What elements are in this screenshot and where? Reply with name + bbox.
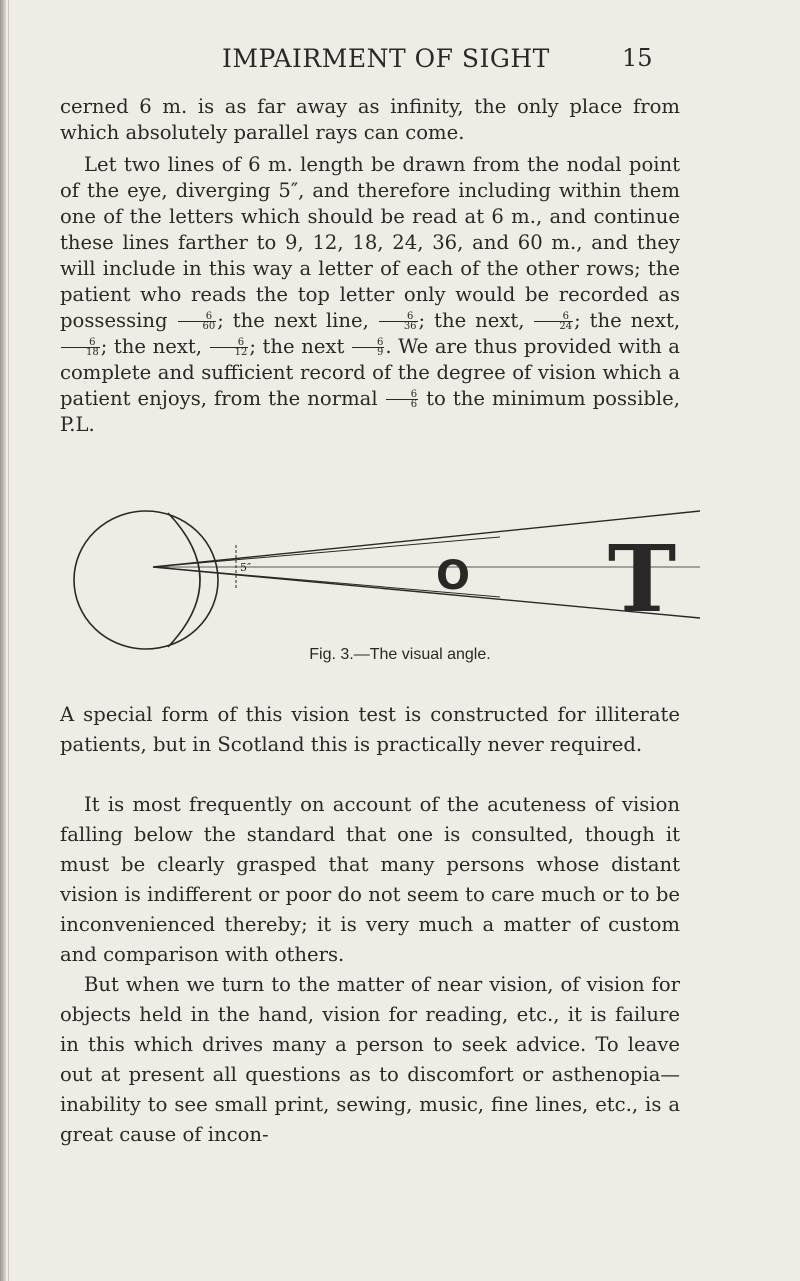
page-edge-shadow	[0, 0, 6, 1281]
text-line: care much or to be inconvenienced thereby; it is very	[60, 883, 680, 936]
letter-o-small: O	[435, 553, 471, 599]
paragraph-4	[60, 790, 680, 970]
paragraph-1	[60, 94, 680, 146]
text-line: enjoys, from the normal	[137, 387, 378, 410]
angle-label: 5″	[240, 561, 252, 574]
text-line: 6 m., and continue these lines farther to 9, 12, 18, 24,	[60, 205, 680, 254]
fraction-denominator: 12	[234, 347, 248, 358]
text-line: illiterate patients, but in Scotland this is practically	[60, 703, 680, 756]
text-line: though it must be clearly grasped that many persons	[60, 823, 680, 876]
paragraph-2	[60, 152, 680, 438]
text-line: But when we turn to the matter of near vision, of	[84, 973, 580, 996]
text-line: ; the next,	[418, 309, 525, 332]
fraction-numerator: 6	[379, 312, 418, 322]
text-line: 36, and 60 m., and they will include in this way a letter	[60, 231, 680, 280]
text-line: sufficient record of the degree of vision which a patient	[60, 361, 681, 410]
text-line: to the minimum possible, P.L.	[60, 387, 680, 436]
fraction-six-sixths	[386, 390, 418, 409]
fraction-numerator: 6	[210, 338, 249, 348]
text-line: ; the	[217, 309, 265, 332]
text-line: within them one of the letters which should be read at	[60, 179, 680, 228]
page-edge-line	[8, 0, 9, 1281]
cornea-arc	[168, 513, 200, 647]
text-line: cerned 6 m. is as far away as infinity, the only place from	[60, 95, 680, 118]
fraction-six-eighteenths	[61, 338, 100, 357]
text-line: which absolutely parallel rays can come.	[60, 121, 465, 144]
fraction-denominator: 9	[376, 347, 384, 358]
text-line: ; the next,	[574, 309, 681, 332]
page-number: 15	[622, 44, 653, 72]
fraction-numerator: 6	[386, 390, 418, 400]
text-line: whose distant vision is indifferent or poor do not seem to	[60, 853, 681, 906]
paragraph-3	[60, 700, 680, 760]
text-line: . We are thus provided with a complete and	[60, 335, 680, 384]
fraction-numerator: 6	[534, 312, 573, 322]
text-line: ;	[249, 335, 256, 358]
text-line: etc., it is failure in this which drives many a person to	[60, 1003, 680, 1056]
eyeball-outline	[74, 511, 218, 649]
visual-angle-diagram	[60, 505, 700, 655]
fraction-six-sixtieths	[178, 312, 217, 331]
fraction-numerator: 6	[178, 312, 217, 322]
text-line: A special form of this vision test is constructed for	[60, 703, 586, 726]
text-line: ; the next,	[100, 335, 202, 358]
text-line: Let two lines of 6 m. length be drawn from the nodal	[84, 153, 622, 176]
visual-angle-figure	[60, 505, 700, 655]
text-line: next line,	[273, 309, 369, 332]
text-line: vision for objects held in the hand, vision for reading,	[60, 973, 680, 1026]
fraction-numerator: 6	[61, 338, 100, 348]
text-line: sewing, music, fine lines, etc., is a great cause of incon-	[60, 1093, 680, 1146]
fraction-six-thirty-sixths	[379, 312, 418, 331]
fraction-six-twenty-fourths	[534, 312, 573, 331]
fraction-numerator: 6	[352, 338, 384, 348]
text-line: seek advice. To leave out at present all questions as to	[60, 1033, 680, 1086]
text-line: the next	[262, 335, 345, 358]
text-line: of each of the other rows; the patient who reads the	[60, 257, 681, 306]
letter-t-large: T	[607, 525, 677, 633]
text-line: point of the eye, diverging 5″, and therefore including	[60, 153, 681, 202]
running-title: IMPAIRMENT OF SIGHT	[222, 44, 550, 73]
text-line: discomfort or asthenopia—inability to see small print,	[60, 1063, 680, 1116]
fraction-denominator: 24	[559, 321, 573, 332]
text-line: much a matter of custom and comparison with others.	[60, 913, 680, 966]
text-line: never required.	[487, 733, 643, 756]
fraction-six-ninths	[352, 338, 384, 357]
figure-caption: Fig. 3.—The visual angle.	[309, 646, 491, 663]
text-line: It is most frequently on account of the acuteness of	[84, 793, 614, 816]
text-line: vision falling below the standard that one is consulted,	[60, 793, 680, 846]
fraction-denominator: 36	[403, 321, 417, 332]
fraction-six-twelfths	[210, 338, 249, 357]
text-line: top letter only would be recorded as possessing	[60, 283, 681, 332]
paragraph-5	[60, 970, 680, 1150]
fraction-denominator: 18	[86, 347, 99, 358]
page-header	[0, 40, 800, 80]
fraction-denominator: 60	[202, 321, 216, 332]
fraction-denominator: 6	[410, 399, 418, 410]
